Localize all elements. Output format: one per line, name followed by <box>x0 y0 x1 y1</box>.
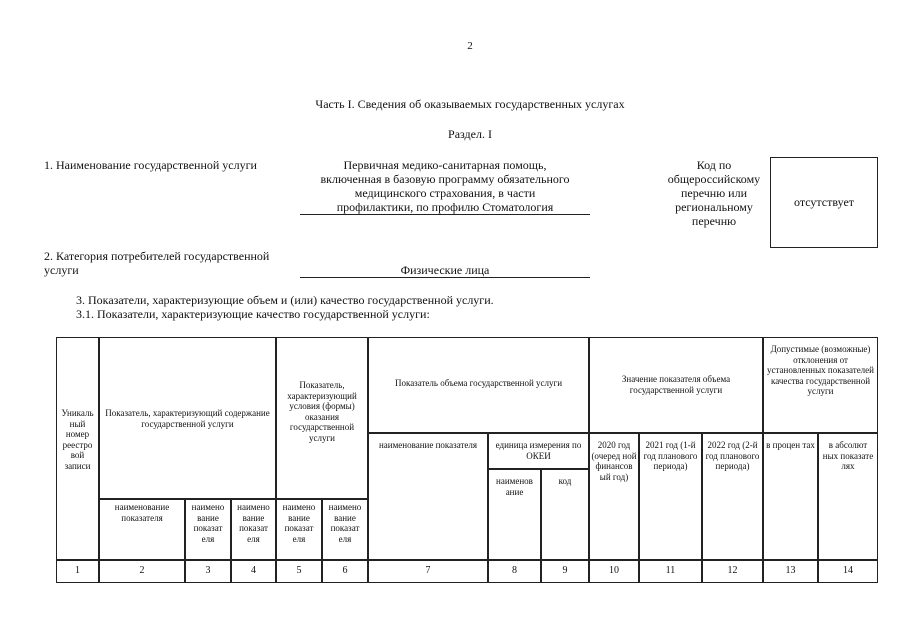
column-number: 6 <box>322 560 368 583</box>
header-volume-indicator: Показатель объема государственной услуги <box>368 337 589 433</box>
header-content-sub-2: наимено вание показат еля <box>185 499 231 560</box>
column-number: 5 <box>276 560 322 583</box>
column-number: 10 <box>589 560 639 583</box>
code-value: отсутствует <box>793 195 855 209</box>
header-volume-value: Значение показателя объема государственной услуги <box>589 337 763 433</box>
column-number: 11 <box>639 560 702 583</box>
header-unique-number: Уникаль ный номер реестро вой записи <box>56 337 99 560</box>
indicators-line-1: 3. Показатели, характеризующие объем и (или) качество государственной услуги. <box>76 293 494 307</box>
category-value: Физические лица <box>300 263 590 278</box>
column-number: 2 <box>99 560 185 583</box>
header-condition-indicator: Показатель, характеризующий условия (формы) оказания государственной услуги <box>276 337 368 499</box>
column-number: 14 <box>818 560 878 583</box>
service-value: Первичная медико-санитарная помощь, включенная в базовую программу обязательного медицинского страхования, в части профилактики, по профилю Стоматология <box>300 158 590 215</box>
indicators-line-2: 3.1. Показатели, характеризующие качество государственной услуги: <box>76 307 430 321</box>
column-number: 3 <box>185 560 231 583</box>
column-number: 8 <box>488 560 541 583</box>
header-content-sub-1: наименование показателя <box>99 499 185 560</box>
header-condition-sub-1: наимено вание показат еля <box>276 499 322 560</box>
header-condition-sub-2: наимено вание показат еля <box>322 499 368 560</box>
column-number: 7 <box>368 560 488 583</box>
column-number: 1 <box>56 560 99 583</box>
header-content-indicator: Показатель, характеризующий содержание государственной услуги <box>99 337 276 499</box>
header-okei-name: наименов ание <box>488 469 541 560</box>
part-title: Часть I. Сведения об оказываемых государственных услугах <box>315 97 625 111</box>
code-label: Код по общероссийскому перечню или региональному перечню <box>667 158 761 228</box>
header-year-2020: 2020 год (очеред ной финансов ый год) <box>589 433 639 560</box>
header-year-2022: 2022 год (2-й год планового периода) <box>702 433 763 560</box>
service-label: 1. Наименование государственной услуги <box>44 158 257 172</box>
page-number: 2 <box>467 40 473 52</box>
header-year-2021: 2021 год (1-й год планового периода) <box>639 433 702 560</box>
header-okei-code: код <box>541 469 589 560</box>
column-number: 4 <box>231 560 276 583</box>
column-number: 9 <box>541 560 589 583</box>
column-number: 12 <box>702 560 763 583</box>
header-deviation-absolute: в абсолют ных показате лях <box>818 433 878 560</box>
header-volume-name: наименование показателя <box>368 433 488 560</box>
header-content-sub-3: наимено вание показат еля <box>231 499 276 560</box>
header-deviation-percent: в процен тах <box>763 433 818 560</box>
category-label: 2. Категория потребителей государственной услуги <box>44 249 270 277</box>
header-deviation: Допустимые (возможные) отклонения от установленных показателей качества государственной услуги <box>763 337 878 433</box>
section-title: Раздел. I <box>448 127 492 141</box>
column-number: 13 <box>763 560 818 583</box>
header-okei-unit: единица измерения по ОКЕИ <box>488 433 589 469</box>
